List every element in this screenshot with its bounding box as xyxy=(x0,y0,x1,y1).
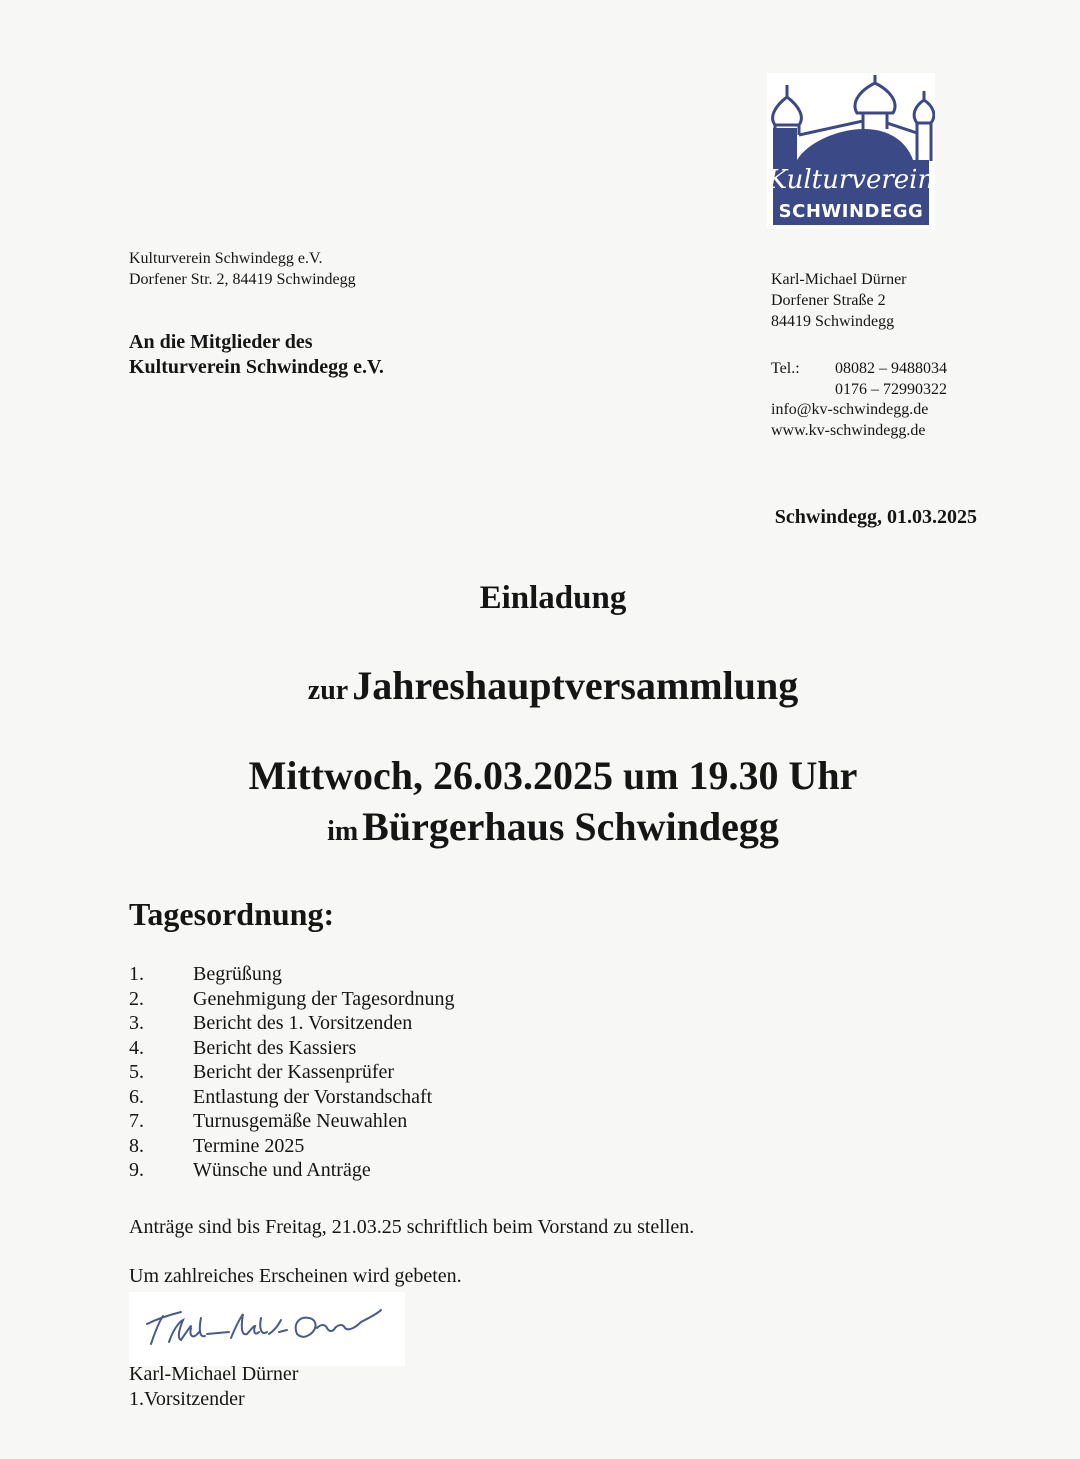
title-venue xyxy=(0,803,1080,850)
kulturverein-logo xyxy=(767,73,935,229)
agenda-item: 2. Genehmigung der Tagesordnung xyxy=(129,987,455,1010)
contact-website: www.kv-schwindegg.de xyxy=(771,422,926,439)
note-deadline: Anträge sind bis Freitag, 21.03.25 schriftlich beim Vorstand zu stellen. xyxy=(129,1216,695,1238)
letter-date: Schwindegg, 01.03.2025 xyxy=(774,506,977,528)
contact-city: 84419 Schwindegg xyxy=(771,313,895,330)
handwritten-signature xyxy=(129,1292,405,1366)
agenda-list xyxy=(129,962,455,1183)
agenda-item: 9. Wünsche und Anträge xyxy=(129,1159,371,1181)
agenda-item: 5. Bericht der Kassenprüfer xyxy=(129,1061,395,1083)
contact-email: info@kv-schwindegg.de xyxy=(771,401,929,418)
title-meeting xyxy=(0,662,1080,709)
tel-number-1: 08082 – 9488034 xyxy=(835,360,947,377)
agenda-item: 8. Termine 2025 xyxy=(129,1134,305,1157)
contact-online xyxy=(771,399,928,441)
signature-scribble xyxy=(129,1292,405,1366)
agenda-item: 6. Entlastung der Vorstandschaft xyxy=(129,1085,433,1108)
recipient-line-2: Kulturverein Schwindegg e.V. xyxy=(129,356,384,378)
signer-name: Karl-Michael Dürner xyxy=(129,1363,299,1385)
agenda-item: 4. Bericht des Kassiers xyxy=(129,1036,357,1059)
note-closing: Um zahlreiches Erscheinen wird gebeten. xyxy=(129,1265,462,1287)
agenda-item: 1. Begrüßung xyxy=(129,963,282,985)
title-venue-prefix: im xyxy=(327,816,359,847)
signer-role: 1.Vorsitzender xyxy=(129,1388,245,1410)
title-meeting-prefix: zur xyxy=(307,675,349,706)
contact-address xyxy=(771,269,907,332)
contact-street: Dorfener Straße 2 xyxy=(771,292,886,309)
sender-street: Dorfener Str. 2, 84419 Schwindegg xyxy=(129,271,356,288)
title-meeting-name: Jahreshauptversammlung xyxy=(352,663,799,708)
recipient-line-1: An die Mitglieder des xyxy=(129,331,313,353)
agenda-item: 3. Bericht des 1. Vorsitzenden xyxy=(129,1012,413,1034)
recipient-address xyxy=(129,330,384,380)
tel-number-2: 0176 – 72990322 xyxy=(835,381,947,398)
agenda-item: 7. Turnusgemäße Neuwahlen xyxy=(129,1110,408,1132)
agenda-heading: Tagesordnung: xyxy=(129,896,335,932)
sender-name: Kulturverein Schwindegg e.V. xyxy=(129,250,323,267)
sender-address xyxy=(129,248,356,290)
logo-text-kulturverein: Kulturverein xyxy=(767,165,935,195)
title-venue-name: Bürgerhaus Schwindegg xyxy=(362,804,779,849)
title-datetime: Mittwoch, 26.03.2025 um 19.30 Uhr xyxy=(248,753,858,798)
title-einladung: Einladung xyxy=(479,580,627,616)
contact-name: Karl-Michael Dürner xyxy=(771,271,907,288)
logo-text-schwindegg: SCHWINDEGG xyxy=(778,201,924,222)
contact-phone xyxy=(771,358,947,400)
tel-label: Tel.: xyxy=(771,360,800,377)
